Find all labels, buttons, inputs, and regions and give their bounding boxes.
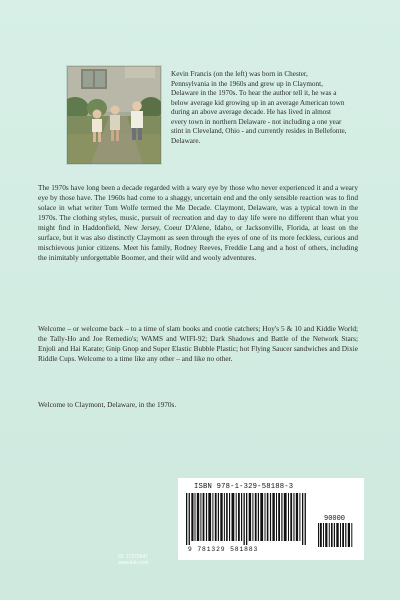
barcode-bars <box>186 493 308 545</box>
isbn-label: ISBN 978-1-329-58188-3 <box>194 483 294 491</box>
author-photo <box>66 65 162 165</box>
vintage-photo-image <box>67 66 161 164</box>
author-bio: Kevin Francis (on the left) was born in Chester, Pennsylvania in the 1960s and grew up in Claymont, Delaware in the 1970s. To hear the author tell it, he was a below average kid growing up in an average American town during an above average decade. He has lived in almost every town in northern Delaware - not including a one year stint in Cleveland, Ohio - and currently resides in Bellefonte, Delaware. <box>171 70 347 145</box>
publisher-id-line: ID: 17370947 <box>118 554 149 560</box>
book-synopsis: The 1970s have long been a decade regarded with a wary eye by those who never experienced it and a weary eye by those have. The 1960s had come to a shaggy, uncertain end and the only sensible reaction was to find solace in what writer Tom Wolfe termed the Me Decade. Claymont, Delaware, was a typical town in the 1970s. The clothing styles, music, pursuit of recreation and day to day life were no different than what you might find in Haddonfield, New Jersey, Coeur D'Alene, Idaho, or Jacksonville, Florida, at least on the surface, but it was also distinctly Claymont as seen through the eyes of one of its more feckless, curious and mischievous junior citizens. Meet his family, Rodney Reeves, Freddie Lang and a host of others, including the inimitably unforgettable Boomer, and their wild and wooly adventures. <box>38 183 358 262</box>
barcode-digits: 9 781329 581883 <box>188 546 259 553</box>
price-barcode-bars <box>318 523 354 547</box>
price-code: 90000 <box>324 515 346 523</box>
publisher-site-line: www.lulu.com <box>118 560 149 567</box>
welcome-paragraph: Welcome – or welcome back – to a time of slam books and cootie catchers; Hoy's 5 & 10 and Kiddie World; the Tally-Ho and Joe Remedio's; WAMS and WIFI-92; Dark Shadows and Battle of the Network Stars; Enjoli and Hai Karate; Gnip Gnop and Super Elastic Bubble Plastic; hot Flying Saucer sandwiches and Dixie Riddle Cups. Welcome to a time like any other – and like no other. <box>38 324 358 363</box>
closing-line: Welcome to Claymont, Delaware, in the 1970s. <box>38 400 177 409</box>
publisher-mark <box>118 554 178 567</box>
isbn-barcode <box>178 478 364 560</box>
